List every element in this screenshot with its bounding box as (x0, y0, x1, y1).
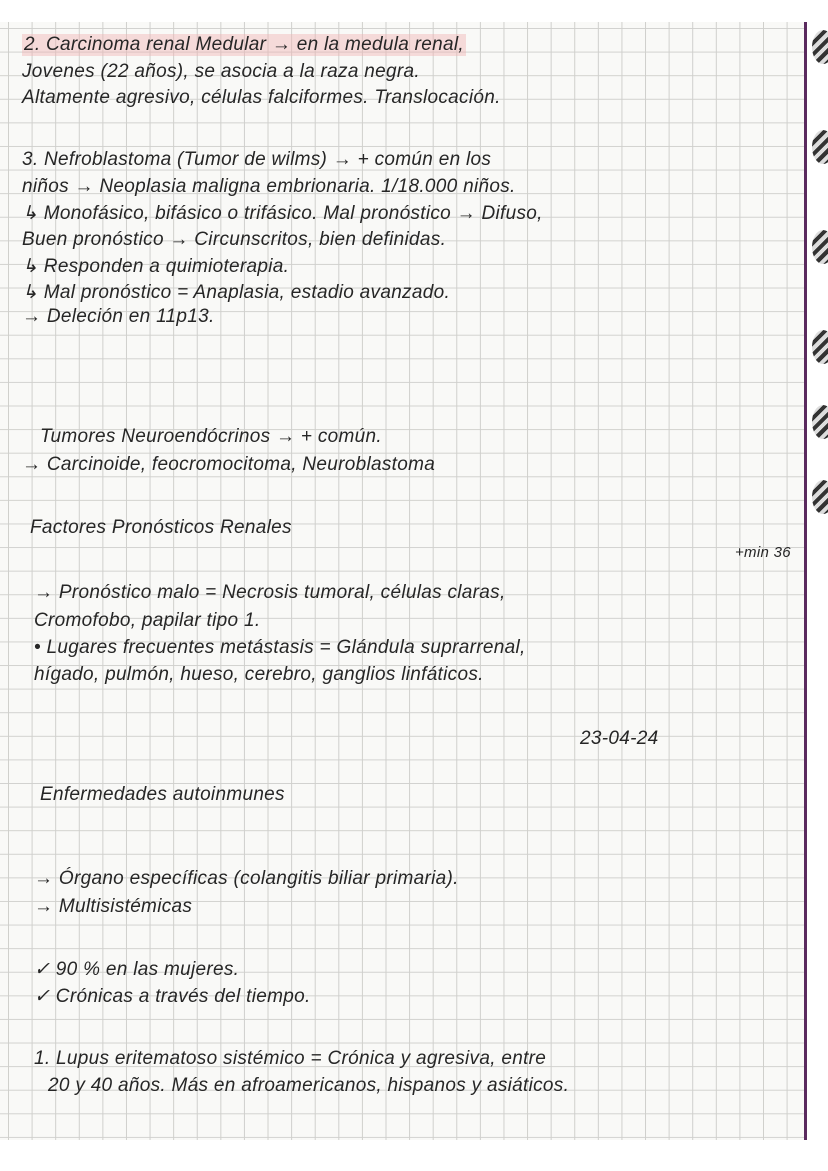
spiral-ring-icon (812, 130, 828, 164)
note-line: Jovenes (22 años), se asocia a la raza negra. (22, 61, 420, 82)
note-line: 1. Lupus eritematoso sistémico = Crónica y agresiva, entre (34, 1048, 547, 1069)
note-line: ↳ Mal pronóstico = Anaplasia, estadio avanzado. (22, 282, 451, 303)
note-line: 2. Carcinoma renal Medular → en la medula renal, (24, 34, 464, 55)
note-line: → Carcinoide, feocromocitoma, Neuroblastoma (22, 454, 436, 475)
note-line: → Órgano específicas (colangitis biliar primaria). (34, 868, 459, 889)
note-line: hígado, pulmón, hueso, cerebro, ganglios linfáticos. (34, 664, 484, 685)
note-line: ✓ 90 % en las mujeres. (34, 959, 240, 980)
note-line: → Pronóstico malo = Necrosis tumoral, células claras, (34, 582, 506, 603)
note-line: niños → Neoplasia maligna embrionaria. 1/18.000 niños. (22, 176, 516, 197)
section-heading: Tumores Neuroendócrinos → + común. (40, 426, 382, 447)
note-line: Altamente agresivo, células falciformes. Translocación. (22, 87, 501, 108)
note-line: → Deleción en 11p13. (22, 306, 215, 327)
note-line: Cromofobo, papilar tipo 1. (34, 610, 261, 631)
note-line: ✓ Crónicas a través del tiempo. (34, 986, 311, 1007)
spiral-ring-icon (812, 480, 828, 514)
margin-line (804, 22, 807, 1140)
note-line: 20 y 40 años. Más en afroamericanos, hispanos y asiáticos. (48, 1075, 570, 1096)
date: 23-04-24 (580, 728, 659, 749)
spiral-ring-icon (812, 405, 828, 439)
note-line: Buen pronóstico → Circunscritos, bien definidas. (22, 229, 447, 250)
section-heading: Enfermedades autoinmunes (40, 784, 285, 805)
note-line: • Lugares frecuentes metástasis = Glándula suprarrenal, (34, 637, 526, 658)
spiral-ring-icon (812, 30, 828, 64)
section-heading: Factores Pronósticos Renales (30, 517, 292, 538)
note-line: ↳ Monofásico, bifásico o trifásico. Mal pronóstico → Difuso, (22, 203, 543, 224)
spiral-ring-icon (812, 330, 828, 364)
timestamp: +min 36 (735, 544, 791, 561)
note-line: 3. Nefroblastoma (Tumor de wilms) → + común en los (22, 149, 492, 170)
note-line: ↳ Responden a quimioterapia. (22, 256, 290, 277)
note-line: → Multisistémicas (34, 896, 193, 917)
spiral-ring-icon (812, 230, 828, 264)
